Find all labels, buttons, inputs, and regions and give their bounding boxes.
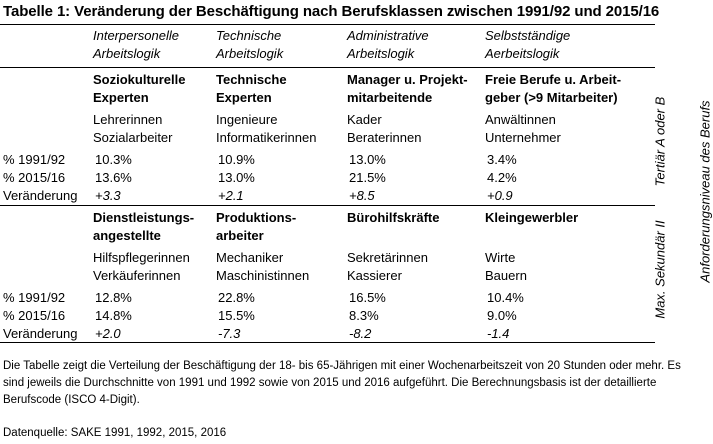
side-label-secondary: Max. Sekundär II xyxy=(652,220,668,319)
section-rule xyxy=(0,205,655,206)
class-example-2: Maschinistinnen xyxy=(216,268,310,283)
table-title: Tabelle 1: Veränderung der Beschäftigung nach Berufsklassen zwischen 1991/92 und 2015/16 xyxy=(3,3,660,20)
share-1991: 16.5% xyxy=(349,290,386,305)
class-title-line1: Kleingewerbler xyxy=(485,210,579,225)
class-example-2: Kassierer xyxy=(347,268,402,283)
class-title-line1: Freie Berufe u. Arbeit- xyxy=(485,72,622,87)
class-example-2: Beraterinnen xyxy=(347,130,422,145)
class-example-1: Hilfspflegerinnen xyxy=(93,250,190,265)
column-header-line1: Administrative xyxy=(347,28,429,43)
class-title-line1: Bürohilfskräfte xyxy=(347,210,440,225)
column-header-line2: Arbeitslogik xyxy=(347,46,415,61)
data-source: Datenquelle: SAKE 1991, 1992, 2015, 2016 xyxy=(3,427,227,439)
change-value: +3.3 xyxy=(95,188,121,203)
share-2015: 21.5% xyxy=(349,170,386,185)
share-1991: 22.8% xyxy=(218,290,255,305)
change-value: +8.5 xyxy=(349,188,375,203)
class-example-2: Verkäuferinnen xyxy=(93,268,181,283)
vertical-axis-label: Anforderungsniveau des Berufs xyxy=(697,100,713,283)
class-example-2: Unternehmer xyxy=(485,130,561,145)
class-title-line2: geber (>9 Mitarbeiter) xyxy=(485,90,618,105)
class-example-1: Wirte xyxy=(485,250,516,265)
column-header-line2: Arbeitslogik xyxy=(93,46,161,61)
change-value: -7.3 xyxy=(218,326,241,341)
class-title-line2: angestellte xyxy=(93,228,161,243)
change-value: -1.4 xyxy=(487,326,510,341)
class-example-1: Anwältinnen xyxy=(485,112,556,127)
share-1991: 10.3% xyxy=(95,152,132,167)
row-label-change: Veränderung xyxy=(3,326,78,341)
row-label-p1991: % 1991/92 xyxy=(3,290,66,305)
class-example-1: Kader xyxy=(347,112,382,127)
class-title-line2: Experten xyxy=(93,90,149,105)
change-value: -8.2 xyxy=(349,326,372,341)
row-label-p1991: % 1991/92 xyxy=(3,152,66,167)
class-title-line1: Soziokulturelle xyxy=(93,72,186,87)
share-1991: 10.4% xyxy=(487,290,524,305)
column-header-line2: Arbeitslogik xyxy=(216,46,284,61)
share-2015: 9.0% xyxy=(487,308,517,323)
share-2015: 13.6% xyxy=(95,170,132,185)
change-value: +2.1 xyxy=(218,188,244,203)
class-title-line1: Manager u. Projekt- xyxy=(347,72,468,87)
column-header-line1: Interpersonelle xyxy=(93,28,179,43)
bottom-rule xyxy=(0,342,655,343)
row-label-change: Veränderung xyxy=(3,188,78,203)
class-example-2: Informatikerinnen xyxy=(216,130,317,145)
class-example-1: Lehrerinnen xyxy=(93,112,163,127)
class-title-line1: Technische xyxy=(216,72,287,87)
column-header-line1: Technische xyxy=(216,28,282,43)
top-rule xyxy=(0,24,655,25)
column-header-line2: Aerbeitslogik xyxy=(485,46,560,61)
class-title-line1: Dienstleistungs- xyxy=(93,210,195,225)
share-2015: 8.3% xyxy=(349,308,379,323)
class-title-line2: mitarbeitende xyxy=(347,90,433,105)
share-2015: 4.2% xyxy=(487,170,517,185)
row-label-p2015: % 2015/16 xyxy=(3,170,66,185)
class-example-2: Bauern xyxy=(485,268,527,283)
share-1991: 10.9% xyxy=(218,152,255,167)
footnote: Die Tabelle zeigt die Verteilung der Beschäftigung der 18- bis 65-Jährigen mit einer Wochenarbeitszeit von 20 Stunden oder mehr. Es sind jeweils die Durchschnitte von 1991 und 1992 sowie von 2015 und 2016 aufgeführt. Die Berechnungsbasis ist der detaillierte Berufscode (ISCO 4-Digit). xyxy=(3,360,681,406)
share-1991: 13.0% xyxy=(349,152,386,167)
side-label-tertiary: Tertiär A oder B xyxy=(652,96,668,187)
class-title-line2: Experten xyxy=(216,90,272,105)
class-example-1: Mechaniker xyxy=(216,250,284,265)
class-example-2: Sozialarbeiter xyxy=(93,130,173,145)
change-value: +0.9 xyxy=(487,188,513,203)
share-2015: 14.8% xyxy=(95,308,132,323)
share-2015: 13.0% xyxy=(218,170,255,185)
class-title-line2: arbeiter xyxy=(216,228,264,243)
column-header-line1: Selbstständige xyxy=(485,28,571,43)
share-2015: 15.5% xyxy=(218,308,255,323)
change-value: +2.0 xyxy=(95,326,121,341)
share-1991: 12.8% xyxy=(95,290,132,305)
share-1991: 3.4% xyxy=(487,152,517,167)
class-example-1: Sekretärinnen xyxy=(347,250,428,265)
class-example-1: Ingenieure xyxy=(216,112,278,127)
class-title-line1: Produktions- xyxy=(216,210,297,225)
header-rule xyxy=(0,67,655,68)
row-label-p2015: % 2015/16 xyxy=(3,308,66,323)
